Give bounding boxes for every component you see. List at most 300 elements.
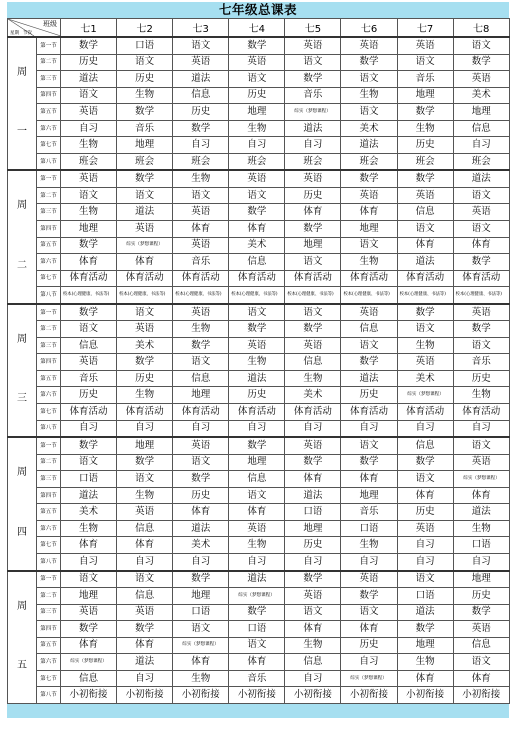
class-header: 七4 xyxy=(229,19,285,38)
period-label: 第七节 xyxy=(37,670,61,687)
schedule-row xyxy=(8,104,510,121)
subject-cell: 英语 xyxy=(229,337,285,354)
subject-cell: 体育活动 xyxy=(61,270,117,287)
subject-cell: 地理 xyxy=(173,588,229,605)
subject-cell: 地理 xyxy=(61,221,117,238)
subject-cell: 口语 xyxy=(173,604,229,621)
subject-cell: 语文 xyxy=(285,604,341,621)
subject-cell: 英语 xyxy=(61,104,117,121)
subject-cell: 信息 xyxy=(285,654,341,671)
subject-note: 综实（梦想课程） xyxy=(462,476,500,481)
subject-cell: 口语 xyxy=(397,588,453,605)
subject-note: 综实（梦想课程） xyxy=(350,675,388,681)
subject-cell: 数学 xyxy=(397,454,453,471)
subject-cell: 数学 xyxy=(285,454,341,471)
subject-cell: 音乐 xyxy=(173,254,229,271)
subject-cell: 数学 xyxy=(341,54,397,71)
subject-cell: 英语 xyxy=(61,354,117,371)
subject-cell: 班会 xyxy=(117,153,173,170)
schedule-row xyxy=(8,471,510,488)
subject-cell: 班会 xyxy=(61,153,117,170)
subject-cell: 道法 xyxy=(397,254,453,271)
schedule-row xyxy=(8,604,510,621)
subject-cell: 数学 xyxy=(229,321,285,338)
subject-cell xyxy=(397,387,453,404)
schedule-row xyxy=(8,437,510,454)
subject-cell: 地理 xyxy=(285,520,341,537)
subject-cell: 道法 xyxy=(397,604,453,621)
schedule-row xyxy=(8,237,510,254)
subject-cell: 生物 xyxy=(453,387,509,404)
period-label: 第四节 xyxy=(37,487,61,504)
subject-cell: 生物 xyxy=(453,520,509,537)
subject-cell: 口语 xyxy=(453,537,509,554)
schedule-row xyxy=(8,287,510,304)
subject-cell xyxy=(173,637,229,654)
subject-cell xyxy=(117,237,173,254)
schedule-row xyxy=(8,120,510,137)
subject-cell: 地理 xyxy=(173,387,229,404)
subject-cell: 数学 xyxy=(61,37,117,54)
subject-cell: 自习 xyxy=(173,420,229,437)
subject-cell: 体育 xyxy=(173,221,229,238)
subject-cell: 音乐 xyxy=(341,504,397,521)
subject-cell xyxy=(61,654,117,671)
schedule-row xyxy=(8,654,510,671)
subject-cell: 语文 xyxy=(117,304,173,321)
subject-cell: 地理 xyxy=(453,104,509,121)
subject-cell: 语文 xyxy=(341,104,397,121)
subject-cell: 小初衔接 xyxy=(341,687,397,704)
weekday-cell xyxy=(8,437,37,570)
subject-cell: 历史 xyxy=(341,387,397,404)
subject-cell: 英语 xyxy=(453,304,509,321)
subject-cell: 英语 xyxy=(453,71,509,88)
subject-cell: 语文 xyxy=(453,337,509,354)
subject-cell: 体育 xyxy=(453,237,509,254)
subject-cell: 语文 xyxy=(341,71,397,88)
subject-cell: 体育 xyxy=(453,670,509,687)
period-label: 第四节 xyxy=(37,621,61,638)
subject-cell: 数学 xyxy=(61,304,117,321)
subject-cell: 自习 xyxy=(341,420,397,437)
schedule-row xyxy=(8,387,510,404)
subject-cell: 历史 xyxy=(61,387,117,404)
subject-cell: 道法 xyxy=(341,137,397,154)
subject-cell: 体育 xyxy=(453,487,509,504)
subject-cell: 语文 xyxy=(397,471,453,488)
subject-cell: 生物 xyxy=(61,204,117,221)
schedule-row xyxy=(8,504,510,521)
subject-cell: 生物 xyxy=(285,637,341,654)
schedule-row xyxy=(8,537,510,554)
schedule-row xyxy=(8,137,510,154)
subject-cell: 历史 xyxy=(397,137,453,154)
header-row xyxy=(8,19,510,38)
subject-cell xyxy=(117,287,173,304)
subject-cell: 数学 xyxy=(117,170,173,187)
schedule-row xyxy=(8,621,510,638)
subject-cell: 体育 xyxy=(285,621,341,638)
subject-cell: 生物 xyxy=(173,170,229,187)
subject-cell: 数学 xyxy=(453,254,509,271)
subject-cell: 自习 xyxy=(285,670,341,687)
subject-cell: 自习 xyxy=(397,553,453,570)
subject-cell: 数学 xyxy=(453,321,509,338)
subject-cell: 体育 xyxy=(341,471,397,488)
subject-cell: 语文 xyxy=(453,187,509,204)
subject-cell: 语文 xyxy=(397,571,453,588)
subject-cell: 英语 xyxy=(285,588,341,605)
subject-cell: 英语 xyxy=(397,354,453,371)
subject-cell: 数学 xyxy=(285,71,341,88)
subject-cell: 数学 xyxy=(285,571,341,588)
period-label: 第五节 xyxy=(37,237,61,254)
subject-cell: 历史 xyxy=(229,87,285,104)
subject-cell: 体育 xyxy=(341,204,397,221)
subject-cell: 语文 xyxy=(453,37,509,54)
subject-cell: 历史 xyxy=(61,54,117,71)
subject-cell: 道法 xyxy=(285,487,341,504)
subject-cell: 自习 xyxy=(341,553,397,570)
subject-cell: 英语 xyxy=(285,170,341,187)
subject-cell: 英语 xyxy=(285,37,341,54)
subject-cell: 数学 xyxy=(173,120,229,137)
subject-cell: 数学 xyxy=(61,437,117,454)
subject-cell: 英语 xyxy=(285,337,341,354)
class-header: 七8 xyxy=(453,19,509,38)
subject-cell: 信息 xyxy=(61,337,117,354)
schedule-row xyxy=(8,187,510,204)
subject-cell: 语文 xyxy=(61,187,117,204)
period-label: 第一节 xyxy=(37,437,61,454)
subject-cell xyxy=(61,287,117,304)
subject-cell: 生物 xyxy=(341,537,397,554)
period-label: 第八节 xyxy=(37,687,61,704)
subject-cell: 自习 xyxy=(173,553,229,570)
subject-cell: 地理 xyxy=(341,487,397,504)
subject-cell: 语文 xyxy=(229,304,285,321)
period-label: 第六节 xyxy=(37,254,61,271)
subject-cell: 口语 xyxy=(285,504,341,521)
subject-cell: 体育活动 xyxy=(117,270,173,287)
subject-cell xyxy=(285,104,341,121)
subject-cell: 班会 xyxy=(453,153,509,170)
subject-cell: 地理 xyxy=(397,87,453,104)
subject-cell: 语文 xyxy=(173,354,229,371)
weekday-cell xyxy=(8,37,37,170)
subject-cell: 信息 xyxy=(285,354,341,371)
weekday-number: 一 xyxy=(17,126,27,138)
subject-cell: 英语 xyxy=(61,170,117,187)
subject-cell: 小初衔接 xyxy=(453,687,509,704)
subject-cell: 历史 xyxy=(285,187,341,204)
schedule-row xyxy=(8,54,510,71)
subject-cell: 地理 xyxy=(285,237,341,254)
weekday-cell xyxy=(8,571,37,704)
subject-cell: 数学 xyxy=(61,621,117,638)
subject-cell: 英语 xyxy=(397,187,453,204)
subject-cell: 体育活动 xyxy=(285,270,341,287)
subject-cell: 体育活动 xyxy=(117,404,173,421)
subject-cell: 数学 xyxy=(341,454,397,471)
subject-note: 综实（梦想课程） xyxy=(126,242,163,248)
subject-cell: 信息 xyxy=(173,370,229,387)
subject-note: 校本(心理健康、书法等) xyxy=(287,291,334,297)
subject-cell: 数学 xyxy=(397,170,453,187)
period-label: 第三节 xyxy=(37,71,61,88)
schedule-sheet xyxy=(7,2,509,718)
subject-cell: 自习 xyxy=(117,420,173,437)
subject-cell: 生物 xyxy=(397,337,453,354)
subject-cell: 生物 xyxy=(341,87,397,104)
subject-cell: 语文 xyxy=(229,71,285,88)
subject-cell: 数学 xyxy=(341,354,397,371)
subject-cell: 生物 xyxy=(117,87,173,104)
schedule-body xyxy=(8,37,510,703)
subject-cell: 数学 xyxy=(341,170,397,187)
subject-cell xyxy=(229,588,285,605)
subject-cell: 数学 xyxy=(453,54,509,71)
subject-cell: 体育 xyxy=(117,254,173,271)
weekday-prefix: 周 xyxy=(17,333,27,345)
subject-cell: 数学 xyxy=(173,571,229,588)
subject-cell: 体育活动 xyxy=(453,404,509,421)
subject-cell: 数学 xyxy=(397,304,453,321)
subject-cell: 生物 xyxy=(285,370,341,387)
schedule-row xyxy=(8,404,510,421)
subject-cell: 体育 xyxy=(229,221,285,238)
subject-cell: 英语 xyxy=(173,237,229,254)
subject-cell: 美术 xyxy=(229,237,285,254)
subject-cell: 自习 xyxy=(229,553,285,570)
subject-cell: 数学 xyxy=(285,321,341,338)
subject-cell: 语文 xyxy=(173,187,229,204)
weekday-prefix: 周 xyxy=(17,467,27,479)
subject-cell: 自习 xyxy=(229,420,285,437)
subject-cell: 生物 xyxy=(117,487,173,504)
subject-cell: 自习 xyxy=(285,137,341,154)
subject-cell: 体育活动 xyxy=(173,270,229,287)
subject-cell: 自习 xyxy=(173,137,229,154)
period-label: 第六节 xyxy=(37,520,61,537)
subject-cell: 美术 xyxy=(341,120,397,137)
subject-cell: 班会 xyxy=(397,153,453,170)
subject-cell: 历史 xyxy=(173,487,229,504)
class-header: 七2 xyxy=(117,19,173,38)
period-label: 第七节 xyxy=(37,404,61,421)
weekday-cell xyxy=(8,170,37,303)
subject-cell: 班会 xyxy=(229,153,285,170)
subject-cell: 语文 xyxy=(229,637,285,654)
subject-cell: 信息 xyxy=(173,87,229,104)
subject-cell xyxy=(341,670,397,687)
subject-note: 校本(心理健康、书法等) xyxy=(231,291,278,297)
subject-cell: 体育 xyxy=(397,670,453,687)
subject-cell: 语文 xyxy=(173,37,229,54)
schedule-row xyxy=(8,687,510,704)
subject-cell: 数学 xyxy=(173,337,229,354)
subject-cell: 语文 xyxy=(397,221,453,238)
period-label: 第二节 xyxy=(37,588,61,605)
subject-note: 综实（梦想课程） xyxy=(294,109,332,114)
subject-cell: 数学 xyxy=(173,471,229,488)
subject-cell: 语文 xyxy=(117,471,173,488)
subject-cell: 生物 xyxy=(61,520,117,537)
subject-cell: 英语 xyxy=(341,571,397,588)
subject-note: 综实（梦想课程） xyxy=(238,592,276,598)
subject-cell: 信息 xyxy=(229,471,285,488)
subject-cell: 体育 xyxy=(341,621,397,638)
schedule-row xyxy=(8,370,510,387)
period-label: 第七节 xyxy=(37,270,61,287)
period-label: 第二节 xyxy=(37,454,61,471)
subject-cell: 语文 xyxy=(341,437,397,454)
period-label: 第八节 xyxy=(37,420,61,437)
subject-cell: 口语 xyxy=(61,471,117,488)
subject-cell: 体育活动 xyxy=(341,404,397,421)
subject-cell: 体育 xyxy=(285,471,341,488)
subject-cell: 英语 xyxy=(173,304,229,321)
subject-cell: 数学 xyxy=(341,588,397,605)
subject-cell: 地理 xyxy=(117,137,173,154)
subject-cell: 体育活动 xyxy=(341,270,397,287)
period-label: 第三节 xyxy=(37,204,61,221)
subject-cell: 体育活动 xyxy=(397,270,453,287)
subject-cell: 英语 xyxy=(117,221,173,238)
subject-cell: 小初衔接 xyxy=(173,687,229,704)
subject-cell: 自习 xyxy=(61,420,117,437)
subject-cell: 地理 xyxy=(117,437,173,454)
subject-cell: 历史 xyxy=(285,537,341,554)
subject-cell: 英语 xyxy=(173,204,229,221)
subject-cell: 道法 xyxy=(453,504,509,521)
subject-cell: 英语 xyxy=(117,504,173,521)
subject-cell xyxy=(397,287,453,304)
subject-cell: 口语 xyxy=(117,37,173,54)
subject-cell: 生物 xyxy=(229,354,285,371)
period-label: 第二节 xyxy=(37,187,61,204)
corner-class-label: 班级 xyxy=(43,20,57,28)
subject-cell: 数学 xyxy=(117,354,173,371)
subject-cell: 自习 xyxy=(453,420,509,437)
corner-cell xyxy=(8,19,61,38)
subject-cell: 口语 xyxy=(229,621,285,638)
schedule-row xyxy=(8,420,510,437)
subject-cell: 体育活动 xyxy=(285,404,341,421)
subject-cell: 语文 xyxy=(229,187,285,204)
weekday-cell xyxy=(8,304,37,437)
subject-cell: 体育 xyxy=(117,537,173,554)
subject-cell: 英语 xyxy=(397,520,453,537)
subject-cell: 音乐 xyxy=(285,87,341,104)
subject-cell: 口语 xyxy=(341,520,397,537)
subject-cell: 数学 xyxy=(229,604,285,621)
subject-cell: 自习 xyxy=(285,553,341,570)
page-title: 七年级总课表 xyxy=(7,2,509,18)
subject-cell: 信息 xyxy=(397,437,453,454)
subject-cell: 语文 xyxy=(173,454,229,471)
period-label: 第八节 xyxy=(37,153,61,170)
schedule-row xyxy=(8,588,510,605)
subject-cell: 自习 xyxy=(61,553,117,570)
schedule-row xyxy=(8,454,510,471)
subject-note: 校本(心理健康、书法等) xyxy=(119,291,166,297)
subject-cell: 生物 xyxy=(229,120,285,137)
subject-cell: 语文 xyxy=(61,571,117,588)
subject-cell: 数学 xyxy=(397,621,453,638)
period-label: 第七节 xyxy=(37,537,61,554)
subject-cell: 英语 xyxy=(61,604,117,621)
footer-bar xyxy=(7,704,509,718)
subject-cell: 语文 xyxy=(61,454,117,471)
schedule-table xyxy=(7,18,510,704)
subject-cell: 音乐 xyxy=(397,71,453,88)
schedule-row xyxy=(8,520,510,537)
subject-cell: 生物 xyxy=(61,137,117,154)
subject-cell: 语文 xyxy=(229,487,285,504)
subject-cell: 体育 xyxy=(229,504,285,521)
subject-cell: 信息 xyxy=(453,120,509,137)
period-label: 第二节 xyxy=(37,54,61,71)
subject-cell: 英语 xyxy=(453,454,509,471)
subject-cell: 英语 xyxy=(229,54,285,71)
subject-cell: 音乐 xyxy=(229,670,285,687)
subject-cell: 英语 xyxy=(173,54,229,71)
subject-note: 校本(心理健康、书法等) xyxy=(175,291,222,297)
subject-cell: 语文 xyxy=(453,437,509,454)
subject-cell: 地理 xyxy=(61,588,117,605)
subject-cell: 语文 xyxy=(285,54,341,71)
subject-cell: 美术 xyxy=(397,370,453,387)
subject-cell: 英语 xyxy=(453,621,509,638)
schedule-row xyxy=(8,337,510,354)
subject-cell: 道法 xyxy=(173,520,229,537)
subject-cell: 历史 xyxy=(453,370,509,387)
subject-cell: 体育活动 xyxy=(173,404,229,421)
subject-cell: 道法 xyxy=(229,571,285,588)
subject-cell: 语文 xyxy=(397,321,453,338)
schedule-row xyxy=(8,221,510,238)
subject-cell: 数学 xyxy=(117,104,173,121)
subject-cell: 英语 xyxy=(229,170,285,187)
subject-cell: 美术 xyxy=(117,337,173,354)
subject-cell: 班会 xyxy=(341,153,397,170)
period-label: 第一节 xyxy=(37,304,61,321)
subject-cell: 英语 xyxy=(173,437,229,454)
period-label: 第三节 xyxy=(37,471,61,488)
subject-cell: 体育活动 xyxy=(229,404,285,421)
period-label: 第七节 xyxy=(37,137,61,154)
subject-cell: 美术 xyxy=(453,87,509,104)
subject-cell: 体育活动 xyxy=(397,404,453,421)
schedule-row xyxy=(8,71,510,88)
subject-cell: 地理 xyxy=(229,454,285,471)
subject-cell: 英语 xyxy=(117,321,173,338)
subject-cell: 体育 xyxy=(117,637,173,654)
schedule-row xyxy=(8,553,510,570)
subject-cell: 英语 xyxy=(341,37,397,54)
subject-cell: 历史 xyxy=(229,387,285,404)
schedule-row xyxy=(8,487,510,504)
subject-cell: 道法 xyxy=(61,71,117,88)
subject-cell: 体育 xyxy=(397,487,453,504)
subject-cell: 信息 xyxy=(117,588,173,605)
subject-cell: 小初衔接 xyxy=(229,687,285,704)
subject-cell: 数学 xyxy=(61,237,117,254)
subject-cell: 数学 xyxy=(229,37,285,54)
class-header: 七1 xyxy=(61,19,117,38)
